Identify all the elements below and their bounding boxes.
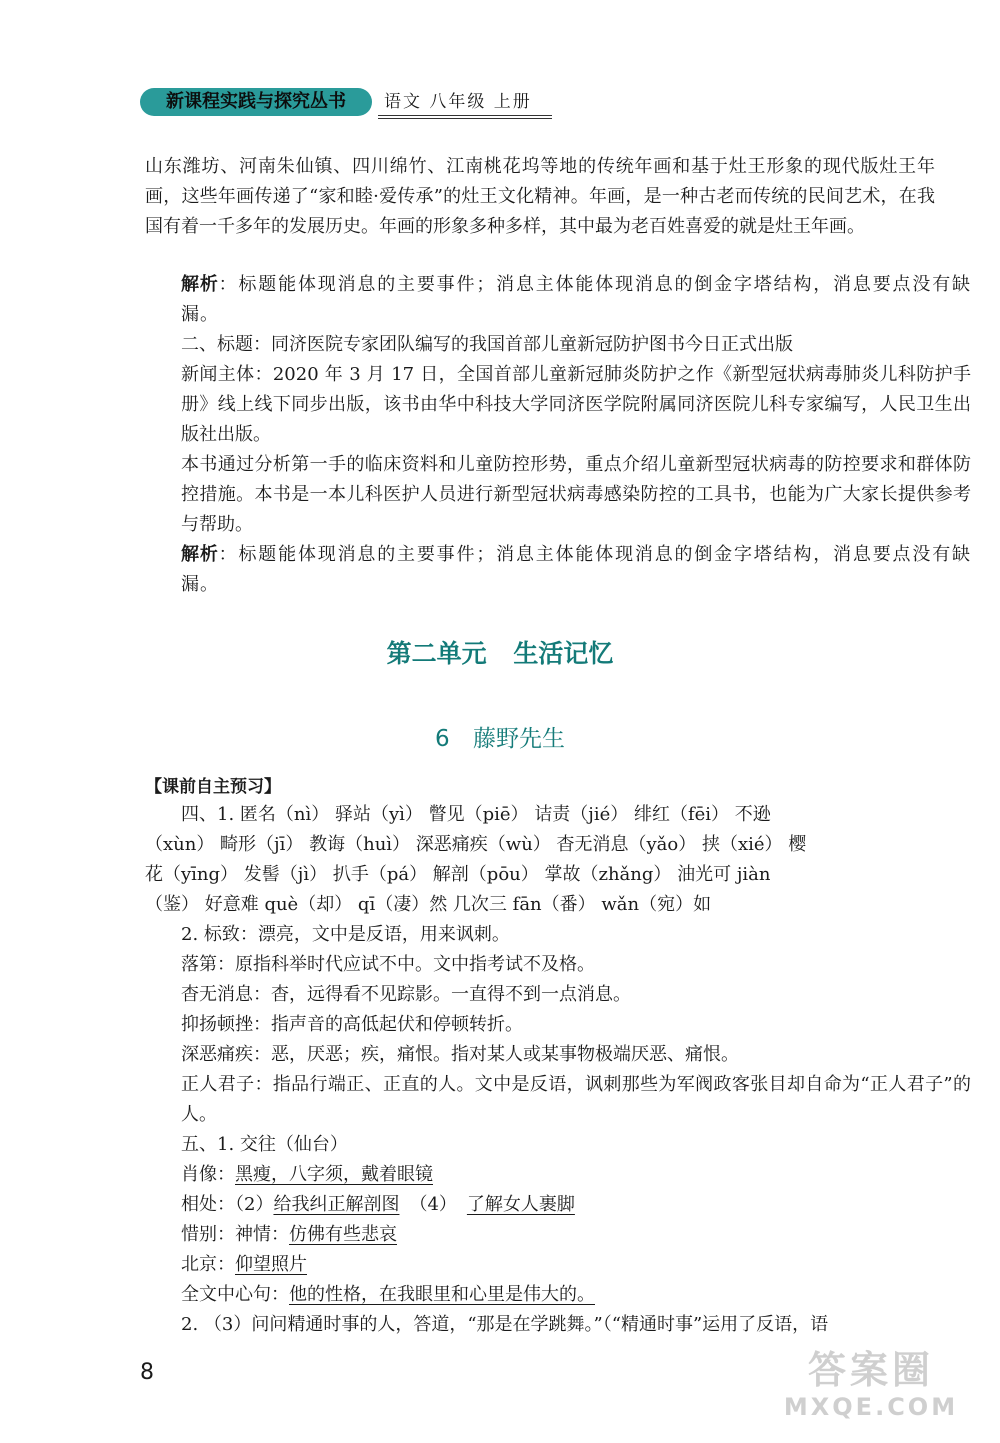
portrait-row <box>145 1160 971 1190</box>
row-label: 北京： <box>181 1254 235 1275</box>
definition: 正人君子：指品行端正、正直的人。文中是反语，讽刺那些为军阀政客张目却自命为“正人君子”的人。 <box>181 1074 971 1125</box>
watermark-text: 答案圈 <box>807 1348 934 1392</box>
pinyin-line-2: （xùn） 畸形（jī） 教诲（huì） 深恶痛疾（wù） 杳无消息（yǎo） 挟（xié） 樱 <box>145 834 807 855</box>
analysis-text: ：标题能体现消息的主要事件；消息主体能体现消息的倒金字塔结构，消息要点没有缺漏。 <box>181 274 972 325</box>
series-badge: 新课程实践与探究丛书 <box>140 88 372 116</box>
together-answer-a: 给我纠正解剖图 <box>273 1194 400 1215</box>
parting-answer: 仿佛有些悲哀 <box>289 1224 397 1245</box>
analysis-text: ：标题能体现消息的主要事件；消息主体能体现消息的倒金字塔结构，消息要点没有缺漏。 <box>181 544 972 595</box>
together-answer-b: 了解女人裹脚 <box>466 1194 575 1215</box>
definition: 深恶痛疾：恶，厌恶；疾，痛恨。指对某人或某事物极端厌恶、痛恨。 <box>181 1044 739 1065</box>
definition: 落第：原指科举时代应试不中。文中指考试不及格。 <box>181 954 595 975</box>
analysis-1 <box>145 270 971 330</box>
news-body: 新闻主体：2020 年 3 月 17 日，全国首部儿童新冠肺炎防护之作《新型冠状病毒肺炎儿科防护手册》线上线下同步出版，该书由华中科技大学同济医学院附属同济医院儿科专家编写，人民卫生出版社出版。 <box>181 364 971 445</box>
subject-grade-label: 语文 八年级 上册 <box>384 92 532 112</box>
lesson-title: 6 藤野先生 <box>435 726 565 752</box>
analysis-label: 解析 <box>181 544 219 565</box>
definition: 2. 标致：漂亮，文中是反语，用来讽刺。 <box>181 924 510 945</box>
watermark-url: MXQE.COM <box>783 1393 959 1421</box>
page-number: 8 <box>140 1360 154 1385</box>
section-label: 【课前自主预习】 <box>145 777 281 797</box>
row-label: 全文中心句： <box>181 1284 289 1305</box>
center-sentence: 他的性格，在我眼里和心里是伟大的。 <box>289 1284 595 1305</box>
beijing-row <box>145 1250 971 1280</box>
unit-title: 第二单元 生活记忆 <box>386 639 614 668</box>
question-5-heading: 五、1. 交往（仙台） <box>181 1134 348 1155</box>
pinyin-line-3: 花（yīng） 发髻（jì） 扒手（pá） 解剖（pōu） 掌故（zhǎng） 油光可 jiàn <box>145 864 771 885</box>
row-label: 惜别：神情： <box>181 1224 289 1245</box>
definition: 杳无消息：杳，远得看不见踪影。一直得不到一点消息。 <box>181 984 631 1005</box>
row-label: 相处：（2） <box>181 1194 274 1215</box>
question-2-3: 2. （3）问问精通时事的人，答道，“那是在学跳舞。”（“精通时事”运用了反语，语 <box>181 1314 829 1335</box>
analysis-label: 解析 <box>181 274 219 295</box>
pinyin-line-4: （鉴） 好意难 què（却） qī（凄）然 几次三 fān（番） wǎn（宛）如 <box>145 894 712 915</box>
pinyin-line-1: 四、1. 匿名（nì） 驿站（yì） 瞥见（piē） 诘责（jié） 绯红（fēi） 不逊 <box>181 804 771 825</box>
watermark-logo <box>756 1347 986 1427</box>
definition: 抑扬顿挫：指声音的高低起伏和停顿转折。 <box>181 1014 523 1035</box>
paragraph-nianhua: 山东潍坊、河南朱仙镇、四川绵竹、江南桃花坞等地的传统年画和基于灶王形象的现代版灶王年画，这些年画传递了“家和睦·爱传承”的灶王文化精神。年画，是一种古老而传统的民间艺术，在我国有着一千多年的发展历史。年画的形象多种多样，其中最为老百姓喜爱的就是灶王年画。 <box>145 156 935 237</box>
center-sentence-row <box>145 1280 971 1310</box>
parting-row <box>145 1220 971 1250</box>
row-label: 肖像： <box>181 1164 235 1185</box>
portrait-answer: 黑瘦，八字须，戴着眼镜 <box>235 1164 433 1185</box>
together-mid: （4） <box>409 1194 457 1215</box>
book-intro: 本书通过分析第一手的临床资料和儿童防控形势，重点介绍儿童新型冠状病毒的防控要求和群体防控措施。本书是一本儿科医护人员进行新型冠状病毒感染防控的工具书，也能为广大家长提供参考与帮助。 <box>181 454 971 535</box>
beijing-answer: 仰望照片 <box>235 1254 307 1275</box>
analysis-2 <box>145 540 971 600</box>
headline-answer: 二、标题：同济医院专家团队编写的我国首部儿童新冠防护图书今日正式出版 <box>181 334 793 355</box>
together-row <box>145 1190 971 1220</box>
